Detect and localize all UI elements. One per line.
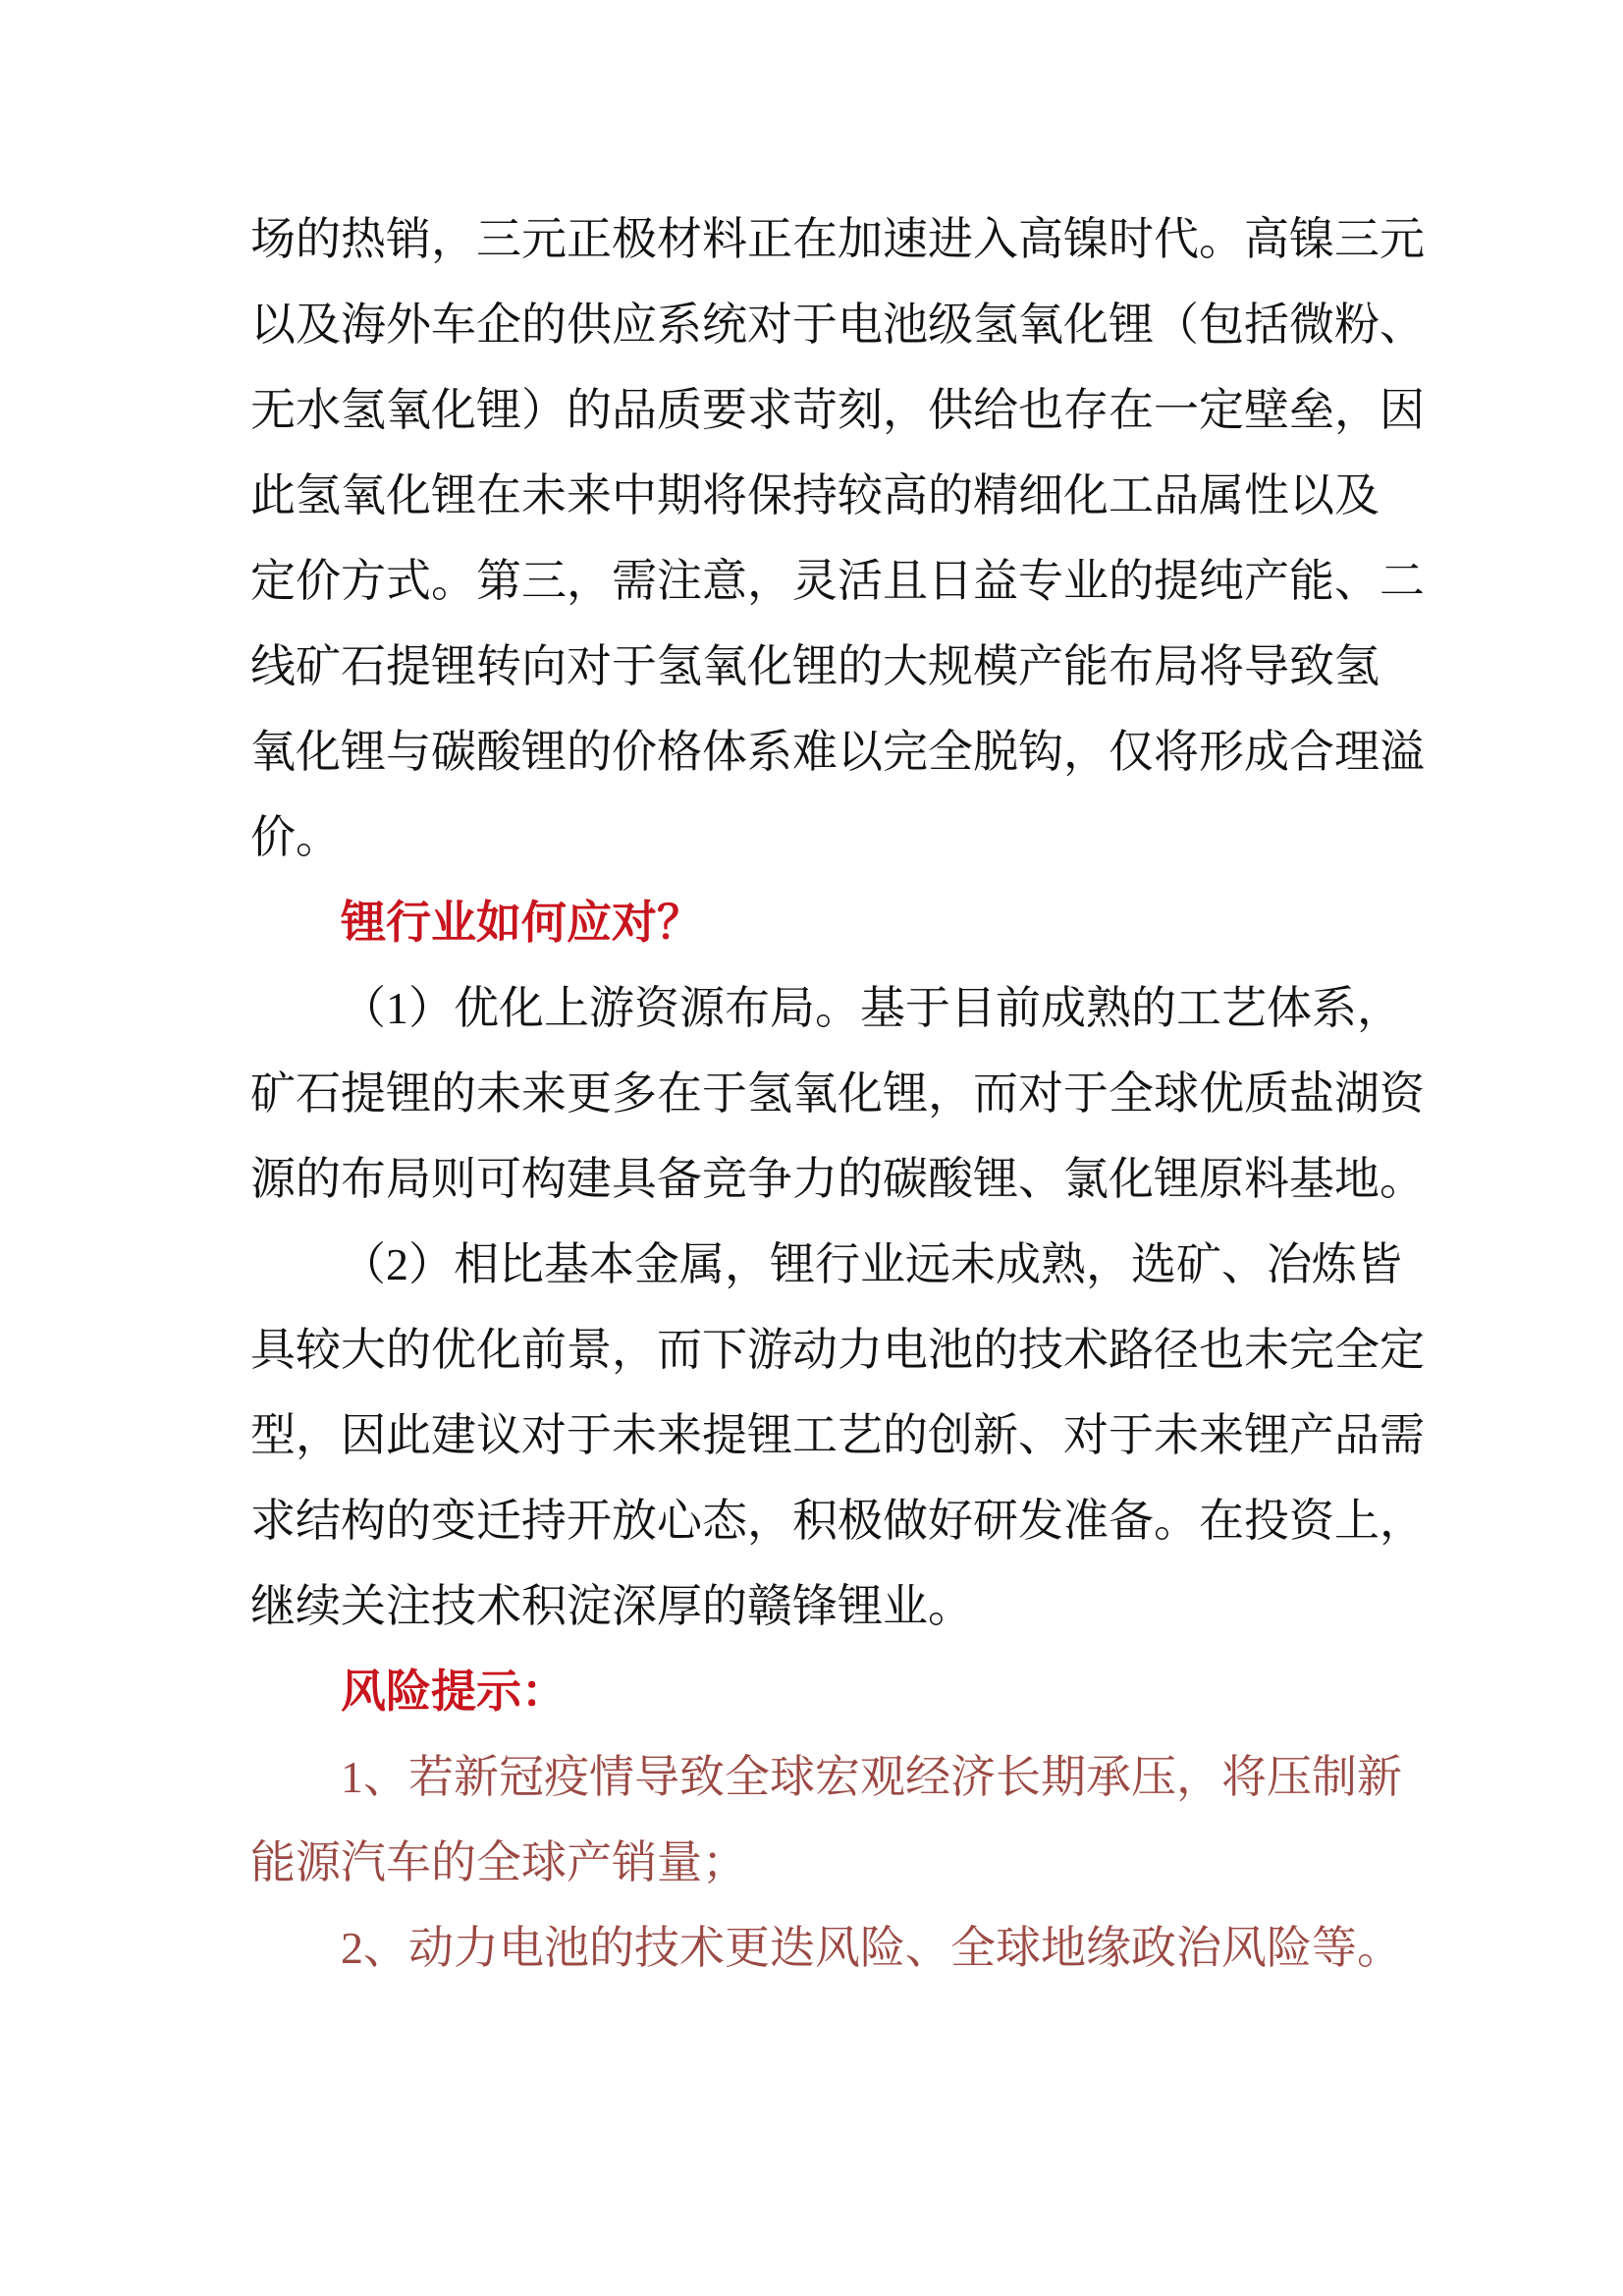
text-line: 2、动力电池的技术更迭风险、全球地缘政治风险等。 [341,1923,1402,1973]
section-heading: 锂行业如何应对？ [341,898,702,948]
text-line: 场的热销，三元正极材料正在加速进入高镍时代。高镍三元 [250,214,1425,264]
text-line: 源的布局则可构建具备竞争力的碳酸锂、氯化锂原料基地。 [250,1154,1425,1204]
text-line: 定价方式。第三，需注意，灵活且日益专业的提纯产能、二 [250,556,1425,606]
text-line: 具较大的优化前景，而下游动力电池的技术路径也未完全定 [250,1325,1425,1375]
text-line: 求结构的变迁持开放心态，积极做好研发准备。在投资上， [250,1496,1425,1546]
text-line: 氧化锂与碳酸锂的价格体系难以完全脱钩，仅将形成合理溢 [250,727,1425,777]
text-line: 此氢氧化锂在未来中期将保持较高的精细化工品属性以及 [250,470,1380,520]
text-line: 无水氢氧化锂）的品质要求苛刻，供给也存在一定壁垒，因 [250,385,1425,435]
text-line: 能源汽车的全球产销量； [250,1837,747,1887]
document-content [250,196,1438,1991]
text-line: 以及海外车企的供应系统对于电池级氢氧化锂（包括微粉、 [250,300,1425,350]
section-heading: 风险提示： [341,1667,567,1717]
text-line: 线矿石提锂转向对于氢氧化锂的大规模产能布局将导致氢 [250,641,1380,691]
text-line: 矿石提锂的未来更多在于氢氧化锂，而对于全球优质盐湖资 [250,1068,1425,1119]
text-line: 型，因此建议对于未来提锂工艺的创新、对于未来锂产品需 [250,1410,1425,1460]
text-line: （1）优化上游资源布局。基于目前成熟的工艺体系， [341,983,1402,1033]
text-line: 1、若新冠疫情导致全球宏观经济长期承压，将压制新 [341,1752,1402,1802]
text-line: 继续关注技术积淀深厚的赣锋锂业。 [250,1581,973,1631]
text-line: 价。 [250,812,341,862]
text-line: （2）相比基本金属，锂行业远未成熟，选矿、冶炼皆 [341,1239,1402,1289]
